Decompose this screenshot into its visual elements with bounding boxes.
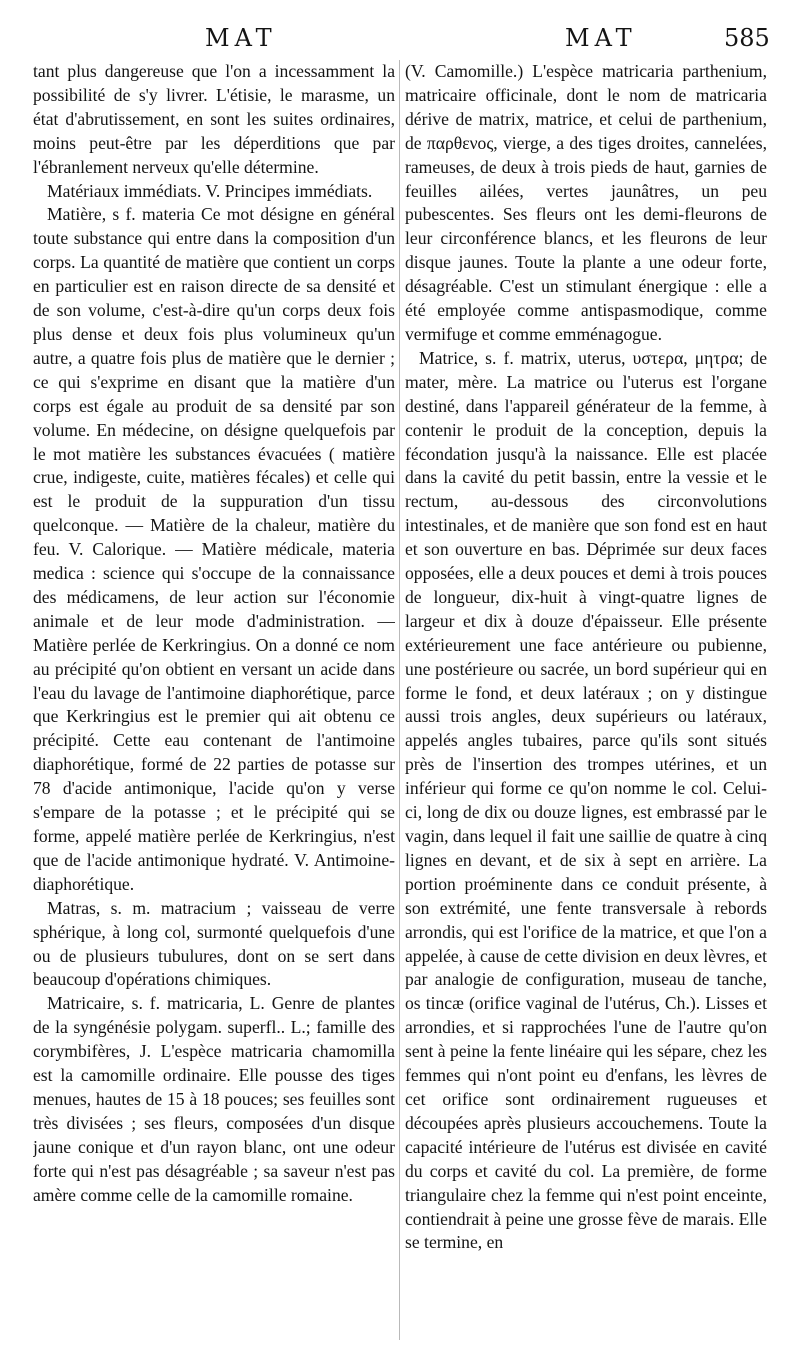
header-right-word: MAT <box>565 24 637 52</box>
page-number: 585 <box>724 24 770 52</box>
entry-matrice: Matrice, s. f. matrix, uterus, υστερα, μητρα; de mater, mère. La matrice ou l'uterus est l'organe destiné, dans l'appareil générateur de la femme, à contenir le produit de la conception, depuis la fécondation jusqu'à la naissance. Elle est placée dans la cavité du petit bassin, entre la vessie et le rectum, au-dessous des circonvolutions intestinales, et de manière que son fond est en haut et son ouverture en bas. Déprimée sur deux faces opposées, elle a deux pouces et demi à trois pouces de longueur, dix-huit à vingt-quatre lignes de largeur et dix à douze d'épaisseur. Elle présente extérieurement une face antérieure ou pubienne, une postérieure ou sacrée, un bord supérieur qui en forme le fond, et deux latéraux ; on y distingue aussi trois angles, deux supérieurs ou latéraux, appelés angles tubaires, parce qu'ils sont situés près de l'insertion des trompes utérines, et un inférieur qui forme ce qu'on nomme le col. Celui-ci, long de dix ou douze lignes, est embrassé par le vagin, dans lequel il fait une saillie de quatre à cinq lignes en devant, et de six à sept en arrière. La portion proéminente dans ce conduit présente, à son extrémité, une fente transversale à rebords arrondis, qui est l'orifice de la matrice, et que l'on a appelée, à cause de cette division en deux lèvres, et par analogie de configuration, museau de tanche, os tincæ (orifice vaginal de l'utérus, Ch.). Lisses et arrondies, et si rapprochées l'une de l'autre qu'on sent à peine la fente linéaire qui les sépare, chez les femmes qui n'ont point eu d'enfans, les lèvres de cet orifice sont ordinairement rugueuses et découpées après plusieurs accouchemens. Toute la capacité intérieure de l'utérus est divisée en cavité du corps et cavité du col. La première, de forme triangulaire chez la femme qui n'est point enceinte, contiendrait à peine une grosse fève de marais. Elle se termine, en <box>405 347 767 1253</box>
entry-matras: Matras, s. m. matracium ; vaisseau de verre sphérique, à long col, surmonté quelquefois d'une ou de plusieurs tubulures, dont on se sert dans beaucoup d'opérations chimiques. <box>33 897 395 990</box>
entry-matiere: Matière, s f. materia Ce mot désigne en général toute substance qui entre dans la composition d'un corps. La quantité de matière que contient un corps en particulier est en raison directe de sa densité et de son volume, c'est-à-dire qu'un corps deux fois plus dense et deux fois plus volumineux qu'un autre, a quatre fois plus de matière que le dernier ; ce qui s'exprime en disant que la matière d'un corps est égale au produit de sa densité par son volume. En médecine, on désigne quelquefois par le mot matière les substances évacuées ( matière crue, indigeste, cuite, matières fécales) et celle qui est le produit de la suppuration d'un tissu quelconque. — Matière de la chaleur, matière du feu. V. Calorique. — Matière médicale, materia medica : science qui s'occupe de la connaissance des médicamens, de leur action sur l'économie animale et de leur mode d'administration. — Matière perlée de Kerkringius. On a donné ce nom au précipité qu'on obtient en versant un acide dans l'eau du lavage de l'antimoine diaphorétique, parce que Kerkringius est le premier qui ait obtenu ce précipité. Cette eau contenant de l'antimoine diaphorétique, formé de 22 parties de potasse sur 78 d'acide antimonique, l'acide qu'on y verse s'empare de la potasse ; et le précipité qui se forme, appelé matière perlée de Kerkringius, n'est que de l'acide antimonique hydraté. V. Antimoine-diaphorétique. <box>33 204 395 894</box>
column-divider <box>399 60 400 1340</box>
entry-matricaire: Matricaire, s. f. matricaria, L. Genre de plantes de la syngénésie polygam. superfl.. L.; famille des corymbifères, J. L'espèce matricaria chamomilla est la camomille ordinaire. Elle pousse des tiges menues, hautes de 15 à 18 pouces; ses feuilles sont très divisées ; ses fleurs, composées d'un disque jaune conique et d'un rayon blanc, ont une odeur forte qui n'est pas désagréable ; sa saveur n'est pas amère comme celle de la camomille romaine. <box>33 993 395 1205</box>
entry-matricaire-continued: (V. Camomille.) L'espèce matricaria parthenium, matricaire officinale, dont le nom de matricaria dérive de matrix, matrice, et celui de parthenium, de παρθενος, vierge, a des tiges droites, cannelées, rameuses, de deux à trois pieds de haut, garnies de feuilles ailées, vertes jaunâtres, un peu pubescentes. Ses fleurs ont les demi-fleurons de leur circonférence blancs, et les fleurons de leur disque jaunes. Toute la plante a une odeur forte, désagréable. C'est un stimulant énergique : elle a été employée comme antispasmodique, comme vermifuge et comme emménagogue. <box>405 61 767 344</box>
header-left-word: MAT <box>205 24 277 52</box>
entry-materiaux-immediats: Matériaux immédiats. V. Principes immédiats. <box>47 180 373 201</box>
continued-paragraph: tant plus dangereuse que l'on a incessamment la possibilité de s'y livrer. L'étisie, le marasme, un état d'abrutissement, en sont les suites ordinaires, moins peut-être par les déperditions que par l'ébranlement nerveux qu'elle détermine. <box>33 61 395 177</box>
left-column <box>33 60 395 1345</box>
running-header <box>0 18 800 54</box>
right-column <box>405 60 767 1345</box>
